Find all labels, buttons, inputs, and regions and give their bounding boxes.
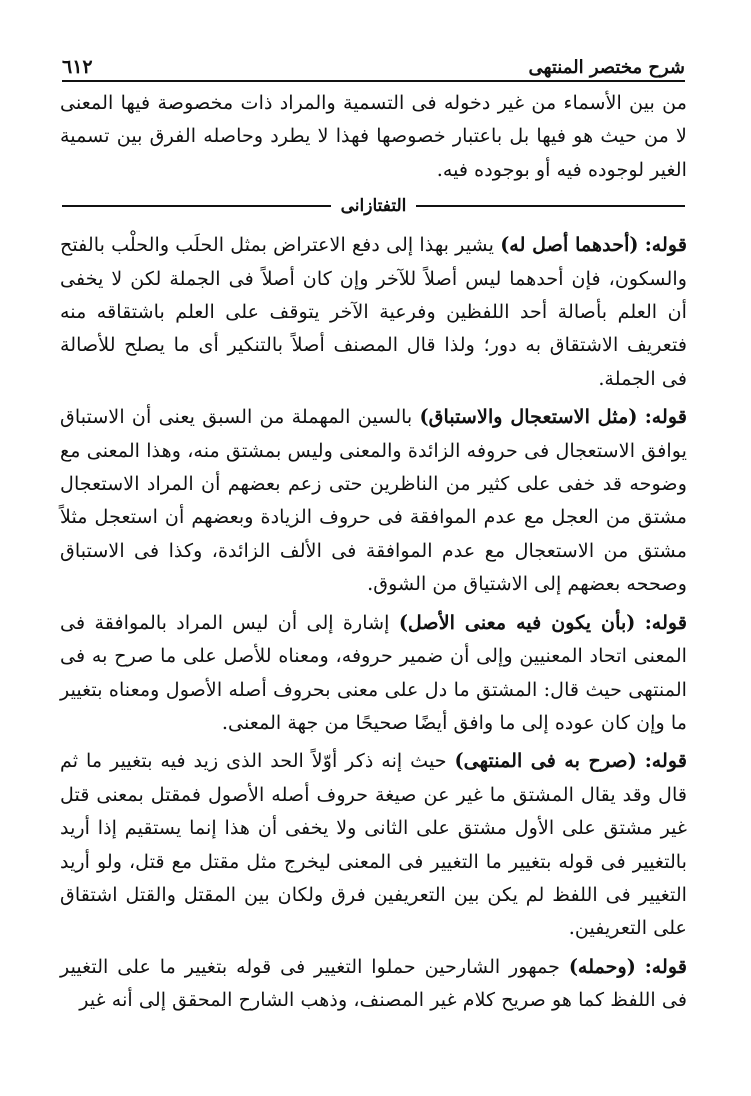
quoted-phrase: (بأن يكون فيه معنى الأصل): [398, 610, 636, 634]
commentary-paragraph: [60, 606, 687, 740]
section-title: التفتازانى: [340, 195, 407, 216]
paragraph-text: بالسين المهملة من السبق يعنى أن الاستباق يوافق الاستعجال فى حروفه الزائدة والمعنى وليس بمشتق منه، وهذا المعنى مع وضوحه قد خفى على كثير من الناظرين حتى زعم بعضهم أن المراد الاستعجال مشتق من العجل مع عدم الموافقة فى حروف الزيادة وبعضهم أن استعجل مثلاً مشتق من الاستعجال مع عدم الموافقة فى الألف الزائدة، وكذا فى الاستباق وصححه بعضهم إلى الاشتياق من الشوق.: [60, 405, 687, 596]
paragraph-lead: قوله:: [644, 749, 687, 773]
page-header: [62, 44, 685, 82]
paragraph-text: يشير بهذا إلى دفع الاعتراض بمثل الحلَب والحلْب بالفتح والسكون، فإن أحدهما ليس أصلاً للآخر وإن كان أصلاً فى الجملة لكن لا يخفى أن العلم بأصالة أحد اللفظين وفرعية الآخر يتوقف على العلم باشتقاقه منه فتعريف الاشتقاق به دور؛ ولذا قال المصنف أصلاً بالتنكير أى ما يصلح للأصالة فى الجملة.: [60, 233, 687, 390]
quoted-phrase: (مثل الاستعجال والاستباق): [419, 405, 638, 429]
section-divider: [62, 190, 685, 222]
page-number: ٦١٢: [62, 56, 93, 78]
paragraph-text: حيث إنه ذكر أوّلاً الحد الذى زيد فيه بتغيير ما ثم قال وقد يقال المشتق ما غير عن صيغة حروف أصله الأصول فمقتل بمعنى قتل غير مشتق على الأول مشتق على الثانى ولا يخفى أن هذا إنما يستقيم إذا أريد بالتغيير فى قوله بتغيير ما التغيير فى المعنى ليخرج مثل مقتل مع قتل، ولو أريد التغيير فى اللفظ لم يكن بين التعريفين فرق ولكان بين المقتل والقتل اشتقاق على التعريفين.: [60, 749, 687, 940]
paragraph-lead: قوله:: [644, 954, 687, 978]
quoted-phrase: (أحدهما أصل له): [500, 233, 639, 257]
divider-line-left: [62, 205, 331, 207]
paragraph-lead: قوله:: [644, 405, 687, 429]
quoted-phrase: (صرح به فى المنتهى): [454, 749, 637, 773]
commentary-paragraph: [60, 744, 687, 944]
divider-line-right: [416, 205, 685, 207]
paragraph-lead: قوله:: [644, 610, 688, 634]
paragraph-lead: قوله:: [644, 233, 687, 257]
paragraph-text: إشارة إلى أن ليس المراد بالموافقة فى المعنى اتحاد المعنيين وإلى أن ضمير حروفه، ومعناه للأصل على ما صرح به فى المنتهى حيث قال: المشتق ما دل على معنى بحروف أصله الأصول ومعناه بتغيير ما وإن كان عوده إلى ما وافق أيضًا صحيحًا من جهة المعنى.: [60, 610, 687, 734]
commentary-paragraph: [60, 228, 687, 395]
page-body: [60, 86, 687, 1022]
quoted-phrase: (وحمله): [568, 954, 636, 978]
continuation-paragraph: من بين الأسماء من غير دخوله فى التسمية والمراد ذات مخصوصة فيها المعنى لا من حيث هو فيها بل باعتبار خصوصها فهذا لا يطرد وحاصله الفرق بين تسمية الغير لوجوده فيه أو بوجوده فيه.: [60, 91, 687, 181]
commentary-paragraph: [60, 400, 687, 600]
running-title: شرح مختصر المنتهى: [528, 57, 685, 78]
paragraph-text: جمهور الشارحين حملوا التغيير فى قوله بتغيير ما على التغيير فى اللفظ كما هو صريح كلام غير المصنف، وذهب الشارح المحقق إلى أنه غير: [60, 954, 687, 1012]
commentary-paragraph: [60, 950, 687, 1017]
